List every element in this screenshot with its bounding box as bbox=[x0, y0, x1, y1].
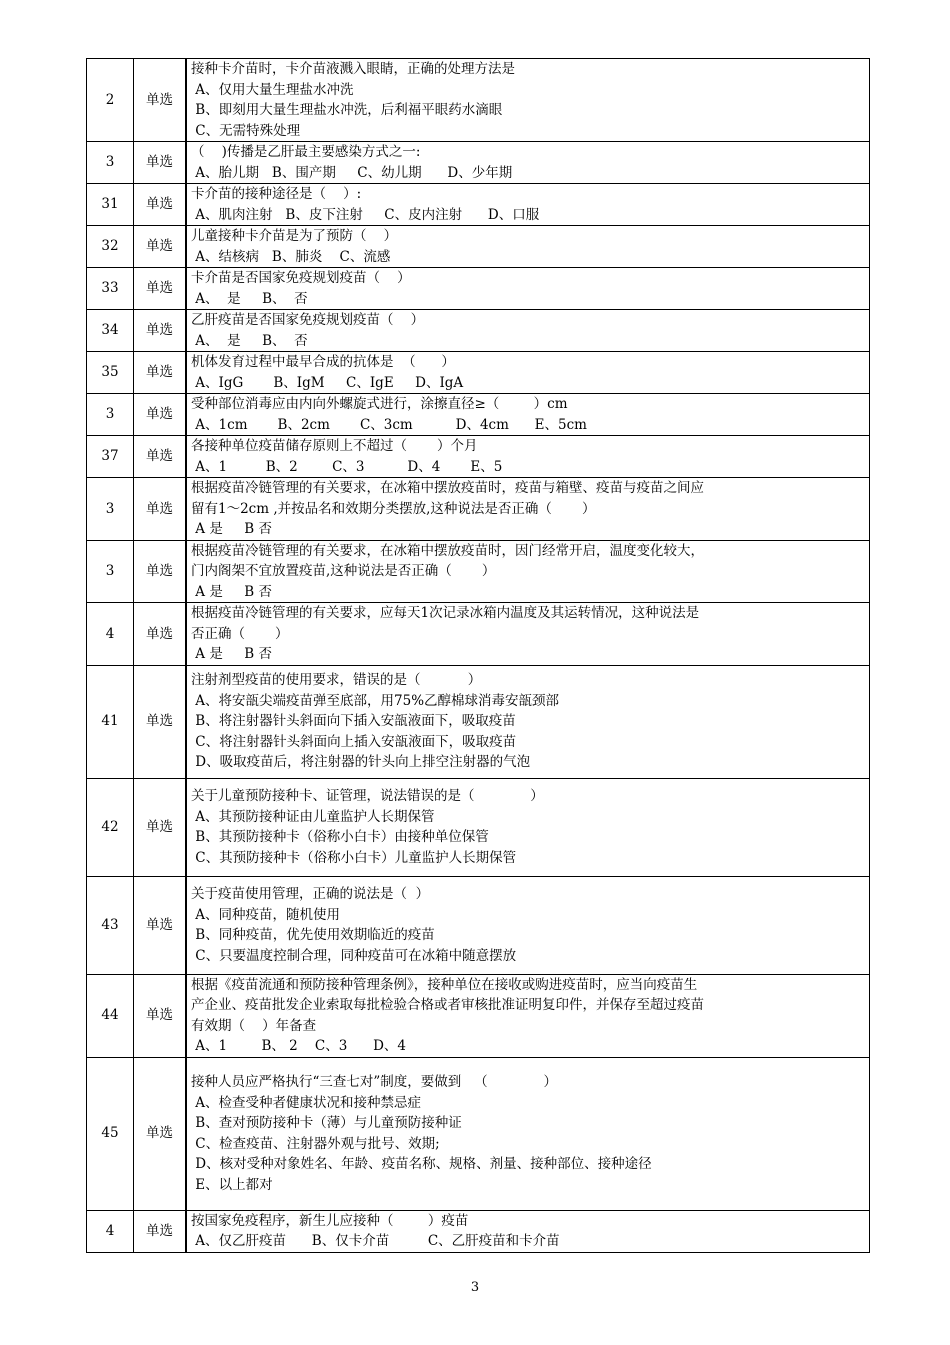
question-line: A 是 B 否 bbox=[191, 583, 272, 600]
question-line: A、仅乙肝疫苗 B、仅卡介苗 C、乙肝疫苗和卡介苗 bbox=[191, 1233, 560, 1249]
question-number: 3 bbox=[87, 142, 134, 184]
question-table bbox=[86, 58, 870, 1253]
question-number: 44 bbox=[87, 974, 134, 1057]
question-content bbox=[186, 394, 870, 436]
question-row bbox=[87, 268, 870, 310]
question-number: 4 bbox=[87, 1210, 134, 1252]
question-row bbox=[87, 665, 870, 778]
question-stem: 根据疫苗冷链管理的有关要求，在冰箱中摆放疫苗时，因门经常开启，温度变化较大， bbox=[191, 542, 704, 559]
question-line: A、检查受种者健康状况和接种禁忌症 bbox=[191, 1094, 422, 1111]
question-line: A、1 B、2 C、3 D、4 E、5 bbox=[191, 458, 503, 475]
question-type: 单选 bbox=[134, 540, 187, 603]
question-line: A、胎儿期 B、围产期 C、幼儿期 D、少年期 bbox=[191, 164, 513, 181]
question-row bbox=[87, 394, 870, 436]
question-content bbox=[186, 974, 870, 1057]
question-line: B、其预防接种卡（俗称小白卡）由接种单位保管 bbox=[191, 829, 489, 845]
question-number: 45 bbox=[87, 1057, 134, 1210]
question-number: 33 bbox=[87, 268, 134, 310]
question-line: C、将注射器针头斜面向上插入安瓿液面下，吸取疫苗 bbox=[191, 733, 517, 750]
question-content bbox=[186, 436, 870, 478]
question-row bbox=[87, 540, 870, 603]
question-table-body bbox=[87, 59, 870, 1253]
question-line: A、 是 B、 否 bbox=[191, 290, 308, 307]
question-number: 43 bbox=[87, 876, 134, 974]
question-line: A、结核病 B、肺炎 C、流感 bbox=[191, 248, 391, 265]
question-line: B、即刻用大量生理盐水冲洗，后利福平眼药水滴眼 bbox=[191, 102, 503, 118]
question-type: 单选 bbox=[134, 974, 187, 1057]
question-type: 单选 bbox=[134, 876, 187, 974]
question-content bbox=[186, 876, 870, 974]
question-content bbox=[186, 352, 870, 394]
question-line: A、1cm B、2cm C、3cm D、4cm E、5cm bbox=[191, 416, 587, 433]
question-type: 单选 bbox=[134, 310, 187, 352]
question-line: B、查对预防接种卡（薄）与儿童预防接种证 bbox=[191, 1115, 462, 1131]
question-type: 单选 bbox=[134, 1210, 187, 1252]
question-number: 31 bbox=[87, 184, 134, 226]
question-line: C、检查疫苗、注射器外观与批号、效期; bbox=[191, 1135, 440, 1152]
question-content bbox=[186, 226, 870, 268]
question-stem: 卡介苗是否国家免疫规划疫苗（ ） bbox=[191, 270, 411, 286]
question-content bbox=[186, 59, 870, 142]
question-row bbox=[87, 778, 870, 876]
question-number: 4 bbox=[87, 603, 134, 666]
question-number: 37 bbox=[87, 436, 134, 478]
question-type: 单选 bbox=[134, 1057, 187, 1210]
question-stem: 受种部位消毒应由内向外螺旋式进行，涂擦直径≥（ ）cm bbox=[191, 396, 568, 412]
question-row bbox=[87, 1210, 870, 1252]
question-stem: 各接种单位疫苗储存原则上不超过（ ）个月 bbox=[191, 438, 478, 454]
question-stem: 注射剂型疫苗的使用要求，错误的是（ ） bbox=[191, 672, 482, 689]
question-type: 单选 bbox=[134, 226, 187, 268]
question-stem: 根据疫苗冷链管理的有关要求，在冰箱中摆放疫苗时，疫苗与箱壁、疫苗与疫苗之间应 bbox=[191, 480, 704, 496]
question-number: 3 bbox=[87, 394, 134, 436]
question-line: D、吸取疫苗后，将注射器的针头向上排空注射器的气泡 bbox=[191, 754, 531, 771]
question-line: 有效期（ ）年备查 bbox=[191, 1017, 317, 1034]
question-row bbox=[87, 974, 870, 1057]
question-content bbox=[186, 268, 870, 310]
question-line: A、1 B、 2 C、3 D、4 bbox=[191, 1038, 407, 1054]
question-content bbox=[186, 665, 870, 778]
question-stem: 关于疫苗使用管理，正确的说法是（ ） bbox=[191, 886, 430, 902]
question-line: A、将安瓿尖端疫苗弹至底部，用75%乙醇棉球消毒安瓿颈部 bbox=[191, 692, 560, 709]
question-row bbox=[87, 310, 870, 352]
question-row bbox=[87, 226, 870, 268]
question-content bbox=[186, 310, 870, 352]
question-type: 单选 bbox=[134, 184, 187, 226]
question-type: 单选 bbox=[134, 778, 187, 876]
question-content bbox=[186, 540, 870, 603]
question-stem: 按国家免疫程序，新生儿应接种（ ）疫苗 bbox=[191, 1212, 469, 1229]
question-number: 35 bbox=[87, 352, 134, 394]
question-number: 34 bbox=[87, 310, 134, 352]
question-stem: 儿童接种卡介苗是为了预防（ ） bbox=[191, 228, 398, 244]
question-line: A、肌肉注射 B、皮下注射 C、皮内注射 D、口服 bbox=[191, 206, 540, 223]
question-line: 产企业、疫苗批发企业索取每批检验合格或者审核批准证明复印件，并保存至超过疫苗 bbox=[191, 997, 704, 1013]
question-content bbox=[186, 184, 870, 226]
question-content bbox=[186, 1210, 870, 1252]
question-line: C、无需特殊处理 bbox=[191, 122, 301, 139]
question-row bbox=[87, 184, 870, 226]
question-stem: 根据《疫苗流通和预防接种管理条例》，接种单位在接收或购进疫苗时，应当向疫苗生 bbox=[191, 976, 698, 993]
question-type: 单选 bbox=[134, 352, 187, 394]
question-number: 2 bbox=[87, 59, 134, 142]
question-stem: 乙肝疫苗是否国家免疫规划疫苗（ ） bbox=[191, 312, 425, 328]
question-number: 41 bbox=[87, 665, 134, 778]
question-stem: 接种人员应严格执行“三查七对”制度，要做到 （ ） bbox=[191, 1074, 557, 1090]
question-type: 单选 bbox=[134, 268, 187, 310]
question-row bbox=[87, 436, 870, 478]
question-row bbox=[87, 1057, 870, 1210]
question-line: E、以上都对 bbox=[191, 1176, 273, 1193]
question-row bbox=[87, 142, 870, 184]
question-number: 32 bbox=[87, 226, 134, 268]
question-type: 单选 bbox=[134, 436, 187, 478]
question-row bbox=[87, 603, 870, 666]
question-row bbox=[87, 876, 870, 974]
question-content bbox=[186, 778, 870, 876]
question-line: A、其预防接种证由儿童监护人长期保管 bbox=[191, 808, 435, 825]
question-stem: （ )传播是乙肝最主要感染方式之一: bbox=[191, 144, 421, 160]
question-type: 单选 bbox=[134, 142, 187, 184]
question-line: 留有1～2cm ,并按品名和效期分类摆放,这种说法是否正确（ ） bbox=[191, 500, 596, 517]
question-stem: 关于儿童预防接种卡、证管理，说法错误的是（ ） bbox=[191, 788, 544, 804]
question-line: A、同种疫苗，随机使用 bbox=[191, 906, 341, 923]
question-content bbox=[186, 142, 870, 184]
question-stem: 接种卡介苗时，卡介苗液溅入眼睛，正确的处理方法是 bbox=[191, 61, 515, 77]
question-number: 3 bbox=[87, 478, 134, 541]
question-line: B、同种疫苗，优先使用效期临近的疫苗 bbox=[191, 927, 435, 943]
question-line: A、IgG B、IgM C、IgE D、IgA bbox=[191, 374, 464, 391]
question-type: 单选 bbox=[134, 394, 187, 436]
question-type: 单选 bbox=[134, 603, 187, 666]
question-line: 门内阁架不宜放置疫苗,这种说法是否正确（ ） bbox=[191, 563, 496, 579]
question-line: C、其预防接种卡（俗称小白卡）儿童监护人长期保管 bbox=[191, 849, 517, 866]
question-row bbox=[87, 59, 870, 142]
question-stem: 卡介苗的接种途径是（ ）: bbox=[191, 186, 362, 202]
question-line: D、核对受种对象姓名、年龄、疫苗名称、规格、剂量、接种部位、接种途径 bbox=[191, 1156, 652, 1172]
question-line: A 是 B 否 bbox=[191, 521, 272, 537]
page-number: 3 bbox=[470, 1280, 480, 1295]
question-number: 42 bbox=[87, 778, 134, 876]
question-row bbox=[87, 478, 870, 541]
question-type: 单选 bbox=[134, 478, 187, 541]
question-content bbox=[186, 1057, 870, 1210]
question-type: 单选 bbox=[134, 59, 187, 142]
question-number: 3 bbox=[87, 540, 134, 603]
question-content bbox=[186, 603, 870, 666]
question-line: A、 是 B、 否 bbox=[191, 332, 308, 349]
question-content bbox=[186, 478, 870, 541]
question-stem: 根据疫苗冷链管理的有关要求，应每天1次记录冰箱内温度及其运转情况，这种说法是 bbox=[191, 605, 700, 621]
question-line: C、只要温度控制合理，同种疫苗可在冰箱中随意摆放 bbox=[191, 947, 517, 964]
question-line: A、仅用大量生理盐水冲洗 bbox=[191, 81, 354, 98]
question-stem: 机体发育过程中最早合成的抗体是 （ ） bbox=[191, 354, 455, 370]
question-row bbox=[87, 352, 870, 394]
question-line: A 是 B 否 bbox=[191, 646, 272, 662]
question-line: 否正确（ ） bbox=[191, 625, 289, 642]
question-type: 单选 bbox=[134, 665, 187, 778]
question-line: B、将注射器针头斜面向下插入安瓿液面下，吸取疫苗 bbox=[191, 713, 516, 730]
